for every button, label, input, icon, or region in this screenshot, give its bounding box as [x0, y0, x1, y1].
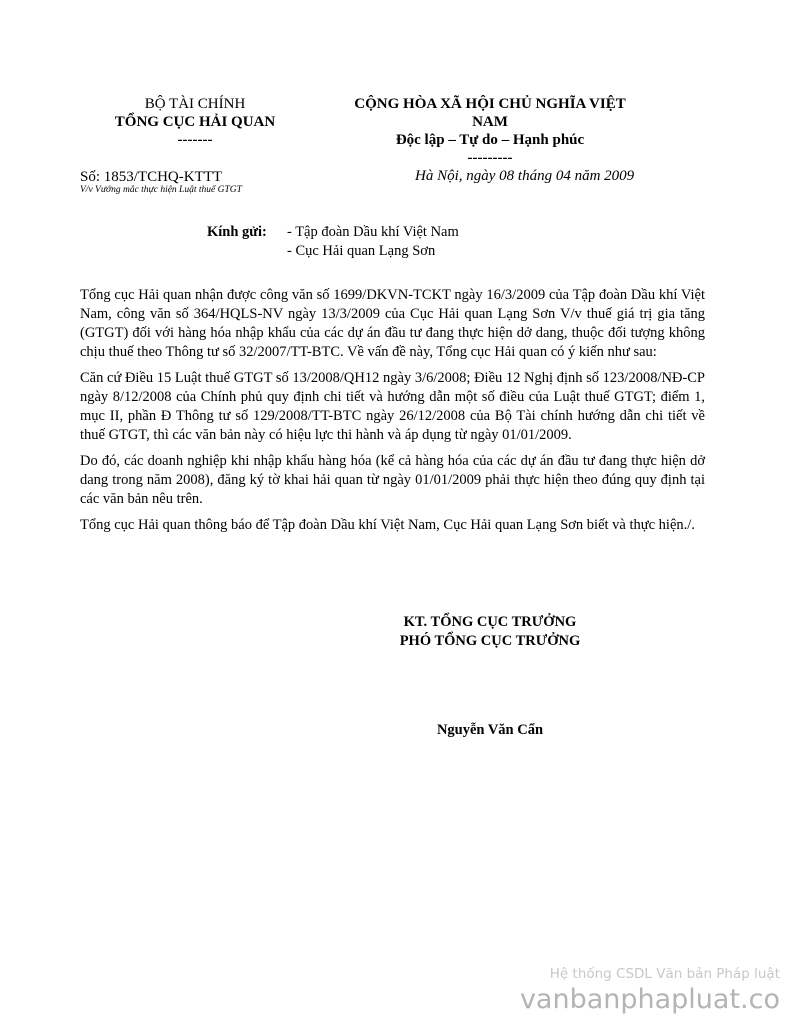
- signature-title-line2: PHÓ TỔNG CỤC TRƯỞNG: [399, 633, 581, 649]
- signer-name: Nguyễn Văn Cẩn: [436, 722, 544, 738]
- recipients-block: [207, 223, 459, 261]
- national-motto: Độc lập – Tự do – Hạnh phúc: [395, 132, 585, 148]
- body-paragraph: Do đó, các doanh nghiệp khi nhập khẩu hàng hóa (kể cả hàng hóa của các dự án đầu tư đang thực hiện dở dang trong năm 2008), đăng ký tờ khai hải quan từ ngày 01/01/2009 phải thực hiện theo đúng quy định tại các văn bản nêu trên.: [80, 453, 705, 507]
- body-paragraph: Tổng cục Hải quan nhận được công văn số 1699/DKVN-TCKT ngày 16/3/2009 của Tập đoàn Dầu khí Việt Nam, công văn số 364/HQLS-NV ngày 13/3/2009 của Cục Hải quan Lạng Sơn V/v thuế giá trị gia tăng (GTGT) đối với hàng hóa nhập khẩu của các dự án đầu tư đang thực hiện dở dang, thuộc đối tượng không chịu thuế theo Thông tư số 32/2007/TT-BTC. Về vấn đề này, Tổng cục Hải quan có ý kiến như sau:: [80, 287, 705, 360]
- watermark-line1: Hệ thống CSDL Văn bản Pháp luật: [549, 966, 780, 982]
- header-right-rule: ---------: [467, 150, 513, 166]
- document-subject: V/v Vướng mắc thực hiện Luật thuế GTGT: [80, 185, 242, 195]
- document-number: Số: 1853/TCHQ-KTTT: [80, 169, 223, 185]
- recipient-item: - Cục Hải quan Lạng Sơn: [287, 243, 436, 259]
- department-name: TỔNG CỤC HẢI QUAN: [114, 114, 276, 130]
- issuing-agency-block: [110, 95, 280, 149]
- national-title-block: [330, 95, 650, 167]
- body-paragraph: Căn cứ Điều 15 Luật thuế GTGT số 13/2008/QH12 ngày 3/6/2008; Điều 12 Nghị định số 123/2008/NĐ-CP ngày 8/12/2008 của Chính phủ quy định chi tiết và hướng dẫn một số điều của Luật thuế GTGT; điểm 1, mục II, phần Đ Thông tư số 129/2008/TT-BTC ngày 26/12/2008 của Bộ Tài chính hướng dẫn chi tiết về thuế GTGT, thì các văn bản này có hiệu lực thi hành và áp dụng từ ngày 01/01/2009.: [80, 370, 705, 443]
- recipient-item: - Tập đoàn Dầu khí Việt Nam: [287, 224, 459, 240]
- header-left-rule: -------: [177, 132, 213, 148]
- recipients-label: Kính gửi:: [207, 224, 267, 240]
- watermark: [520, 965, 780, 1017]
- document-date: Hà Nội, ngày 08 tháng 04 năm 2009: [415, 168, 635, 184]
- ministry-name: BỘ TÀI CHÍNH: [144, 96, 246, 112]
- signature-block: [330, 613, 650, 651]
- signature-title-line1: KT. TỔNG CỤC TRƯỞNG: [403, 614, 577, 630]
- watermark-site: vanbanphapluat.co: [519, 984, 780, 1015]
- republic-name-line2: NAM: [472, 114, 508, 130]
- document-body: [80, 286, 705, 542]
- body-paragraph: Tổng cục Hải quan thông báo để Tập đoàn Dầu khí Việt Nam, Cục Hải quan Lạng Sơn biết và thực hiện./.: [80, 517, 695, 533]
- republic-name-line1: CỘNG HÒA XÃ HỘI CHỦ NGHĨA VIỆT: [354, 96, 626, 112]
